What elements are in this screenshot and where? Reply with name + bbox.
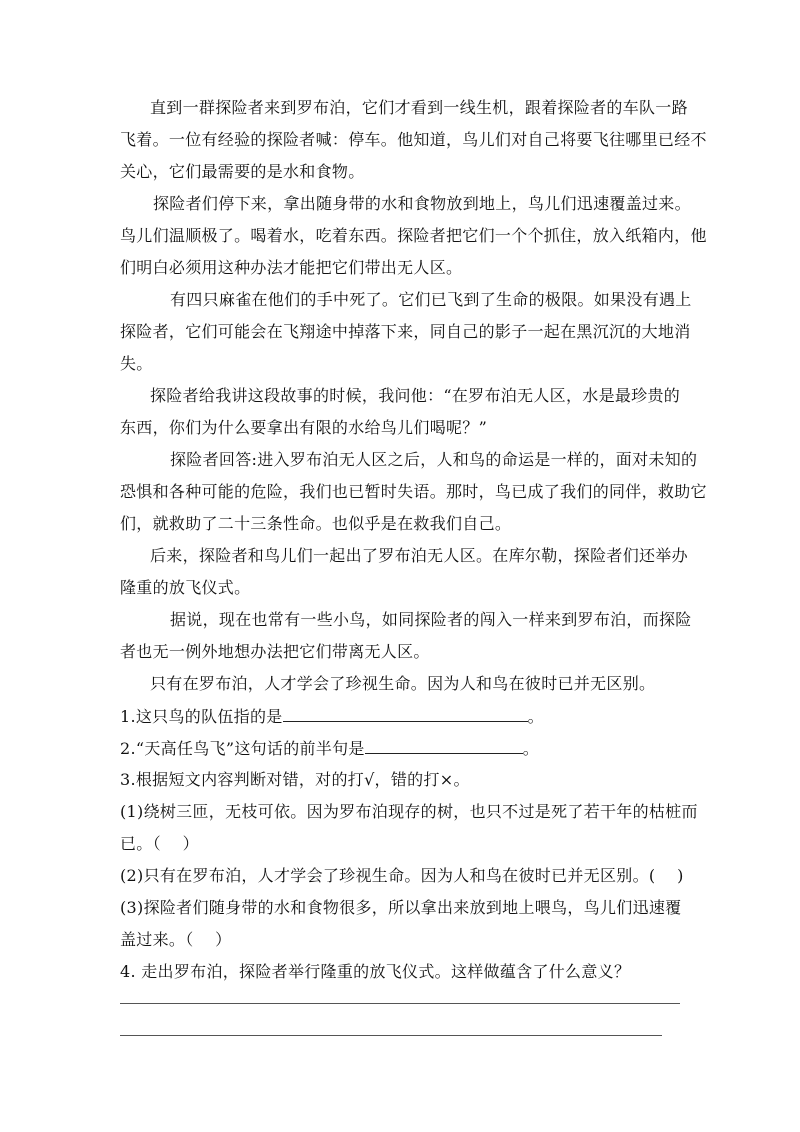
- passage-line: 东西，你们为什么要拿出有限的水给鸟儿们喝呢？”: [120, 418, 488, 437]
- question-1-suffix: 。: [527, 707, 544, 726]
- passage-line: 失。: [120, 354, 153, 373]
- passage-line: 有四只麻雀在他们的手中死了。它们已飞到了生命的极限。如果没有遇上: [170, 290, 692, 309]
- passage-line: 恐惧和各种可能的危险，我们也已暂时失语。那时，鸟已成了我们的同伴，救助它: [120, 482, 707, 501]
- question-3-1-cont[interactable]: 已。（ ）: [120, 834, 199, 853]
- passage-line: 探险者们停下来，拿出随身带的水和食物放到地上，鸟儿们迅速覆盖过来。: [153, 194, 691, 213]
- passage-line: 们，就救助了二十三条性命。也似乎是在救我们自己。: [120, 514, 512, 533]
- question-3: 3.根据短文内容判断对错，对的打√，错的打×。: [120, 770, 470, 789]
- passage-line: 只有在罗布泊，人才学会了珍视生命。因为人和鸟在彼时已并无区别。: [150, 674, 656, 693]
- passage-line: 隆重的放飞仪式。: [120, 578, 251, 597]
- question-2: [120, 737, 700, 760]
- passage-line: 探险者，它们可能会在飞翔途中掉落下来，同自己的影子一起在黑沉沉的大地消: [120, 322, 691, 341]
- question-4: 4. 走出罗布泊，探险者举行隆重的放飞仪式。这样做蕴含了什么意义？: [120, 962, 631, 981]
- answer-line-1[interactable]: [120, 1003, 680, 1004]
- question-3-2[interactable]: (2)只有在罗布泊，人才学会了珍视生命。因为人和鸟在彼时已并无区别。( ): [120, 866, 684, 885]
- question-1-text: 1.这只鸟的队伍指的是: [120, 707, 283, 726]
- question-3-3-cont[interactable]: 盖过来。（ ）: [120, 930, 232, 949]
- answer-blank-1[interactable]: [283, 705, 528, 722]
- passage-line: 据说，现在也常有一些小鸟，如同探险者的闯入一样来到罗布泊，而探险: [170, 610, 692, 629]
- passage-line: 鸟儿们温顺极了。喝着水，吃着东西。探险者把它们一个个抓住，放入纸箱内，他: [120, 226, 707, 245]
- question-3-3: (3)探险者们随身带的水和食物很多，所以拿出来放到地上喂鸟，鸟儿们迅速覆: [120, 898, 682, 917]
- answer-blank-2[interactable]: [365, 737, 523, 754]
- question-2-suffix: 。: [522, 739, 540, 758]
- passage-line: 飞着。一位有经验的探险者喊：停车。他知道，鸟儿们对自己将要飞往哪里已经不: [120, 130, 707, 149]
- passage-line: 探险者回答:进入罗布泊无人区之后，人和鸟的命运是一样的，面对未知的: [170, 450, 698, 469]
- question-2-text: 2.“天高任鸟飞”这句话的前半句是: [120, 739, 365, 758]
- passage-line: 直到一群探险者来到罗布泊，它们才看到一线生机，跟着探险者的车队一路: [150, 98, 688, 117]
- passage-line: 们明白必须用这种办法才能把它们带出无人区。: [120, 258, 463, 277]
- question-1: [120, 705, 700, 728]
- passage-line: 后来，探险者和鸟儿们一起出了罗布泊无人区。在库尔勒，探险者们还举办: [150, 546, 688, 565]
- question-3-1: (1)绕树三匝，无枝可依。因为罗布泊现存的树，也只不过是死了若干年的枯桩而: [120, 802, 698, 821]
- passage-line: 者也无一例外地想办法把它们带离无人区。: [120, 642, 430, 661]
- passage-line: 关心，它们最需要的是水和食物。: [120, 162, 365, 181]
- passage-line: 探险者给我讲这段故事的时候，我问他：“在罗布泊无人区，水是最珍贵的: [150, 386, 681, 405]
- answer-line-2[interactable]: [120, 1035, 662, 1036]
